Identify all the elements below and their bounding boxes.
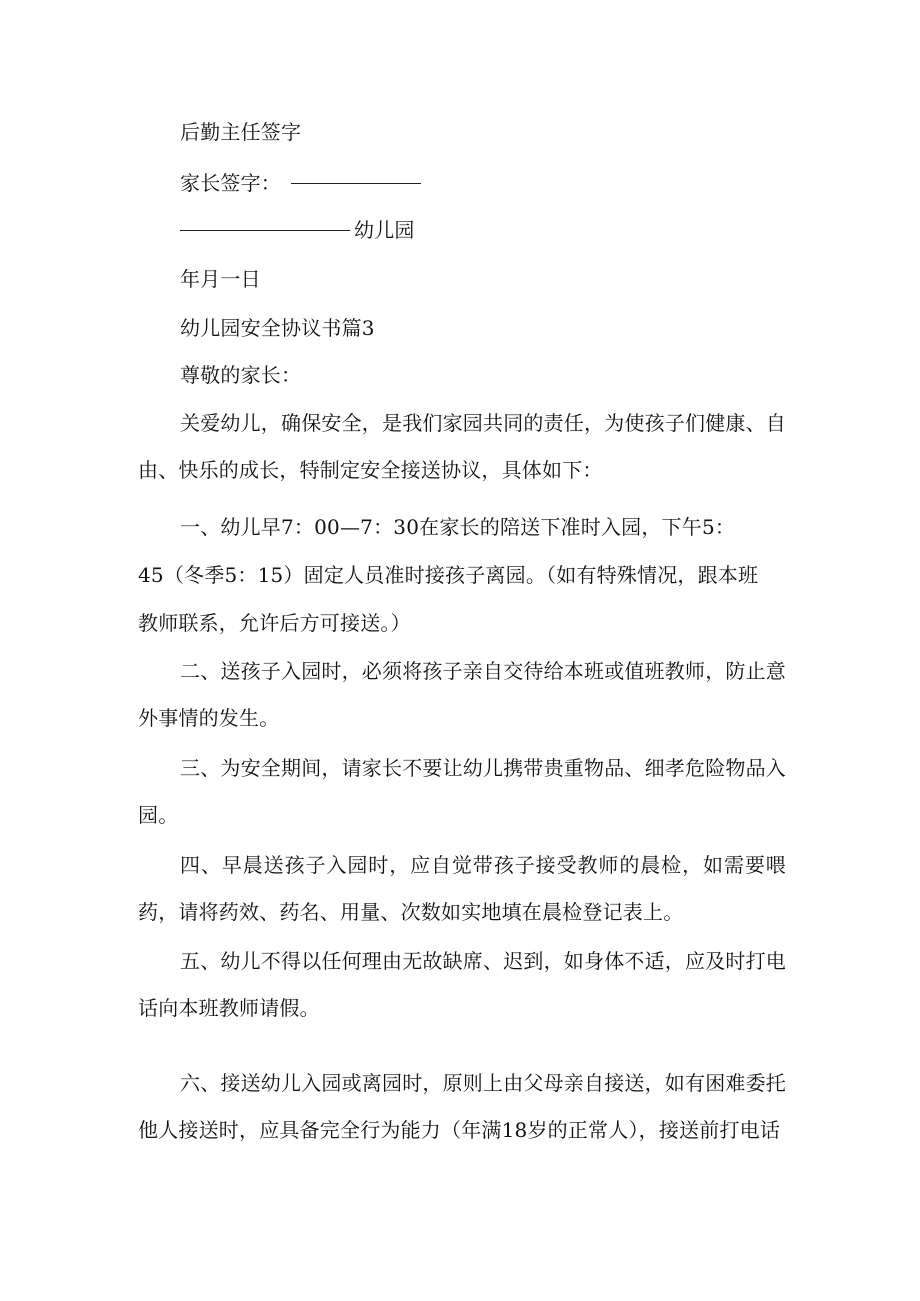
document-title: 幼儿园安全协议书篇3 [180,316,375,340]
logistics-director-signature-label: 后勤主任签字 [180,120,302,144]
intro-paragraph: 关爱幼儿，确保安全，是我们家园共同的责任，为使孩子们健康、自由、快乐的成长，特制定安全接送协议，具体如下： [138,411,786,482]
clause-5-paragraph: 五、幼儿不得以任何理由无故缺席、迟到，如身体不适，应及时打电话向本班教师请假。 [138,949,786,1020]
clause-6-paragraph: 六、接送幼儿入园或离园时，原则上由父母亲自接送，如有困难委托他人接送时，应具备完全行为能力（年满18岁的正常人），接送前打电话 [138,1071,786,1142]
clause-3-paragraph: 三、为安全期间，请家长不要让幼儿携带贵重物品、细孝危险物品入园。 [138,756,786,827]
kindergarten-name-blank [180,230,350,231]
salutation: 尊敬的家长： [180,363,302,387]
date-line: 年月一日 [180,267,261,291]
parent-signature-line [180,171,421,195]
parent-signature-blank [291,183,421,184]
kindergarten-suffix: 幼儿园 [354,218,415,242]
parent-signature-label: 家长签字： [180,171,281,195]
clause-4-paragraph: 四、早晨送孩子入园时，应自觉带孩子接受教师的晨检，如需要喂药，请将药效、药名、用量、次数如实地填在晨检登记表上。 [138,853,786,924]
clause-1-line-3: 教师联系，允许后方可接送。） [138,611,411,635]
clause-1-line-1: 一、幼儿早7：00—7：30在家长的陪送下准时入园，下午5： [180,515,736,539]
kindergarten-name-line [180,218,415,242]
clause-1-line-2: 45（冬季5：15）固定人员准时接孩子离园。（如有特殊情况，跟本班 [138,563,759,587]
clause-2-paragraph: 二、送孩子入园时，必须将孩子亲自交待给本班或值班教师，防止意外事情的发生。 [138,659,786,730]
